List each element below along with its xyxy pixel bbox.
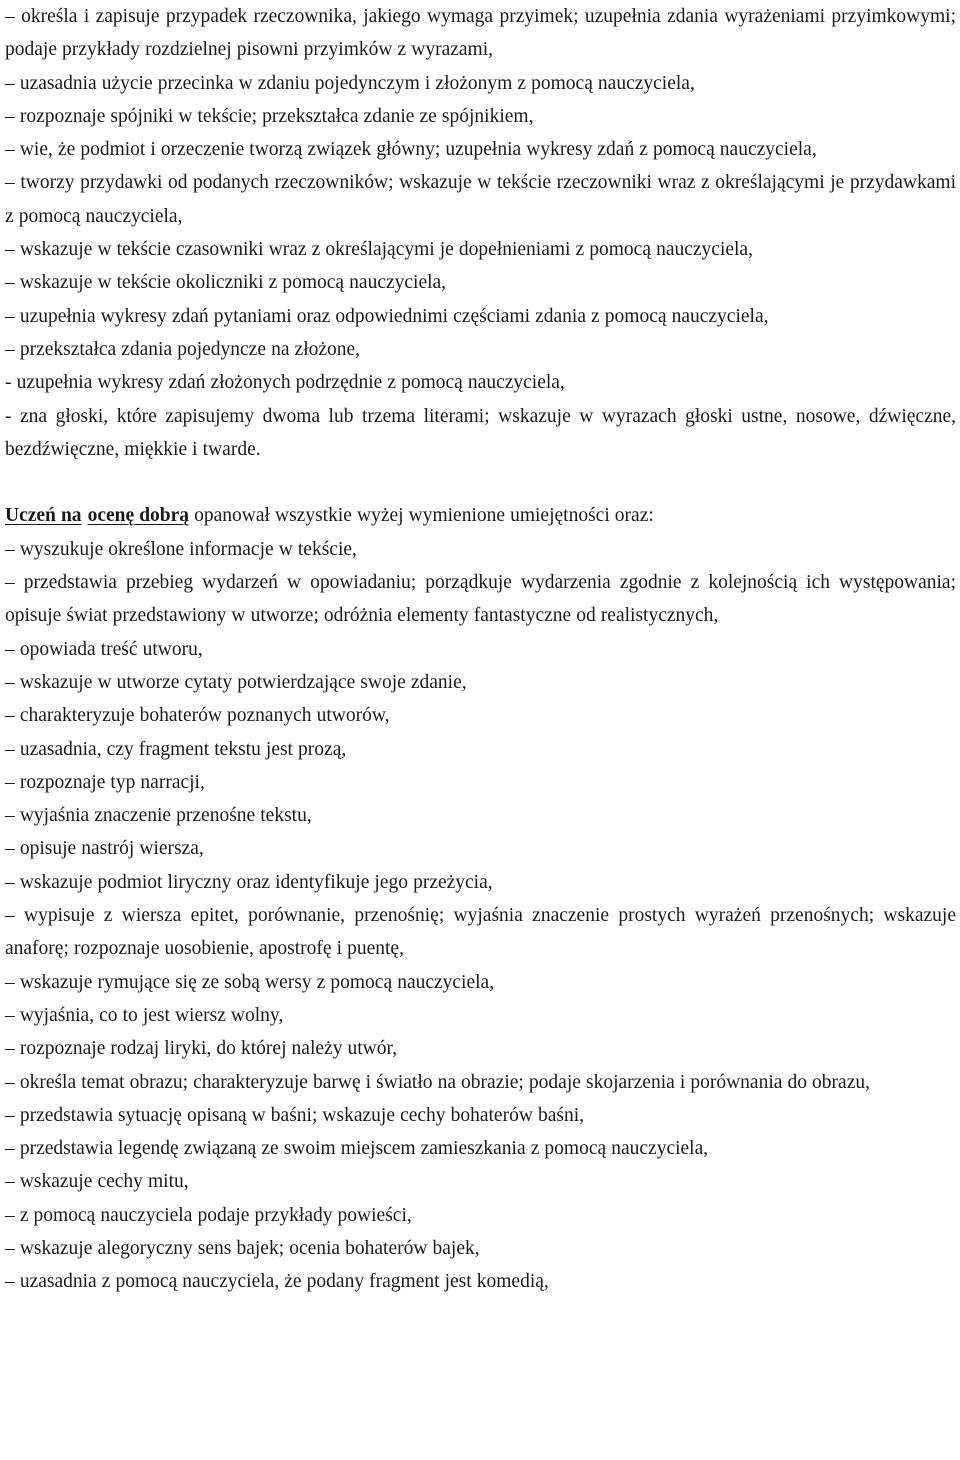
list-item: – rozpoznaje spójniki w tekście; przekształca zdanie ze spójnikiem, xyxy=(5,105,534,127)
list-item: – wskazuje w utworze cytaty potwierdzające swoje zdanie, xyxy=(5,671,467,693)
heading-continuation: opanował wszystkie wyżej wymienione umiejętności oraz: xyxy=(189,505,654,527)
section-spacer xyxy=(5,466,956,499)
list-item: – z pomocą nauczyciela podaje przykłady powieści, xyxy=(5,1204,412,1226)
list-item: - zna głoski, które zapisujemy dwoma lub trzema literami; wskazuje w wyrazach głoski ustne, nosowe, dźwięczne, bezdźwięczne, miękkie i twarde. xyxy=(5,405,956,460)
list-item: – określa temat obrazu; charakteryzuje barwę i światło na obrazie; podaje skojarzenia i porównania do obrazu, xyxy=(5,1071,870,1093)
document-page xyxy=(5,0,956,1299)
list-item: – tworzy przydawki od podanych rzeczowników; wskazuje w tekście rzeczowniki wraz z określającymi je przydawkami z pomocą nauczyciela, xyxy=(5,172,956,227)
list-item: – rozpoznaje typ narracji, xyxy=(5,771,205,793)
skills-list-good xyxy=(5,533,956,1299)
section-heading-good-grade xyxy=(5,499,956,532)
list-item: – przekształca zdania pojedyncze na złożone, xyxy=(5,338,361,360)
list-item: – charakteryzuje bohaterów poznanych utworów, xyxy=(5,705,390,727)
list-item: – wyszukuje określone informacje w tekście, xyxy=(5,538,357,560)
list-item: – uzupełnia wykresy zdań pytaniami oraz odpowiednimi częściami zdania z pomocą nauczyciela, xyxy=(5,305,769,327)
list-item: – wskazuje cechy mitu, xyxy=(5,1171,189,1193)
list-item: – uzasadnia, czy fragment tekstu jest prozą, xyxy=(5,738,347,760)
list-item: – opowiada treść utworu, xyxy=(5,638,203,660)
list-item: – uzasadnia z pomocą nauczyciela, że podany fragment jest komedią, xyxy=(5,1271,549,1293)
list-item: – przedstawia przebieg wydarzeń w opowiadaniu; porządkuje wydarzenia zgodnie z kolejnością ich występowania; opisuje świat przedstawiony w utworze; odróżnia elementy fantastyczne od realistycznych, xyxy=(5,572,956,627)
list-item: – wskazuje rymujące się ze sobą wersy z pomocą nauczyciela, xyxy=(5,971,495,993)
list-item: – uzasadnia użycie przecinka w zdaniu pojedynczym i złożonym z pomocą nauczyciela, xyxy=(5,72,695,94)
list-item: – wie, że podmiot i orzeczenie tworzą związek główny; uzupełnia wykresy zdań z pomocą nauczyciela, xyxy=(5,139,817,161)
list-item: – rozpoznaje rodzaj liryki, do której należy utwór, xyxy=(5,1038,398,1060)
list-item: – przedstawia legendę związaną ze swoim miejscem zamieszkania z pomocą nauczyciela, xyxy=(5,1138,709,1160)
list-item: – wyjaśnia, co to jest wiersz wolny, xyxy=(5,1004,284,1026)
heading-part-2: ocenę dobrą xyxy=(87,505,190,527)
list-item: – opisuje nastrój wiersza, xyxy=(5,838,204,860)
list-item: – przedstawia sytuację opisaną w baśni; wskazuje cechy bohaterów baśni, xyxy=(5,1104,585,1126)
list-item: – wskazuje podmiot liryczny oraz identyfikuje jego przeżycia, xyxy=(5,871,493,893)
list-item: – wskazuje w tekście okoliczniki z pomocą nauczyciela, xyxy=(5,272,447,294)
list-item: – wypisuje z wiersza epitet, porównanie, przenośnię; wyjaśnia znaczenie prostych wyrażeń przenośnych; wskazuje anaforę; rozpoznaje uosobienie, apostrofę i puentę, xyxy=(5,905,956,960)
skills-list-basic xyxy=(5,0,956,466)
heading-part-1: Uczeń na xyxy=(5,505,82,527)
list-item: – określa i zapisuje przypadek rzeczownika, jakiego wymaga przyimek; uzupełnia zdania wyrażeniami przyimkowymi; podaje przykłady rozdzielnej pisowni przyimków z wyrazami, xyxy=(5,6,956,61)
list-item: – wskazuje w tekście czasowniki wraz z określającymi je dopełnieniami z pomocą nauczyciela, xyxy=(5,239,753,261)
list-item: - uzupełnia wykresy zdań złożonych podrzędnie z pomocą nauczyciela, xyxy=(5,372,565,394)
list-item: – wskazuje alegoryczny sens bajek; ocenia bohaterów bajek, xyxy=(5,1237,480,1259)
list-item: – wyjaśnia znaczenie przenośne tekstu, xyxy=(5,805,312,827)
